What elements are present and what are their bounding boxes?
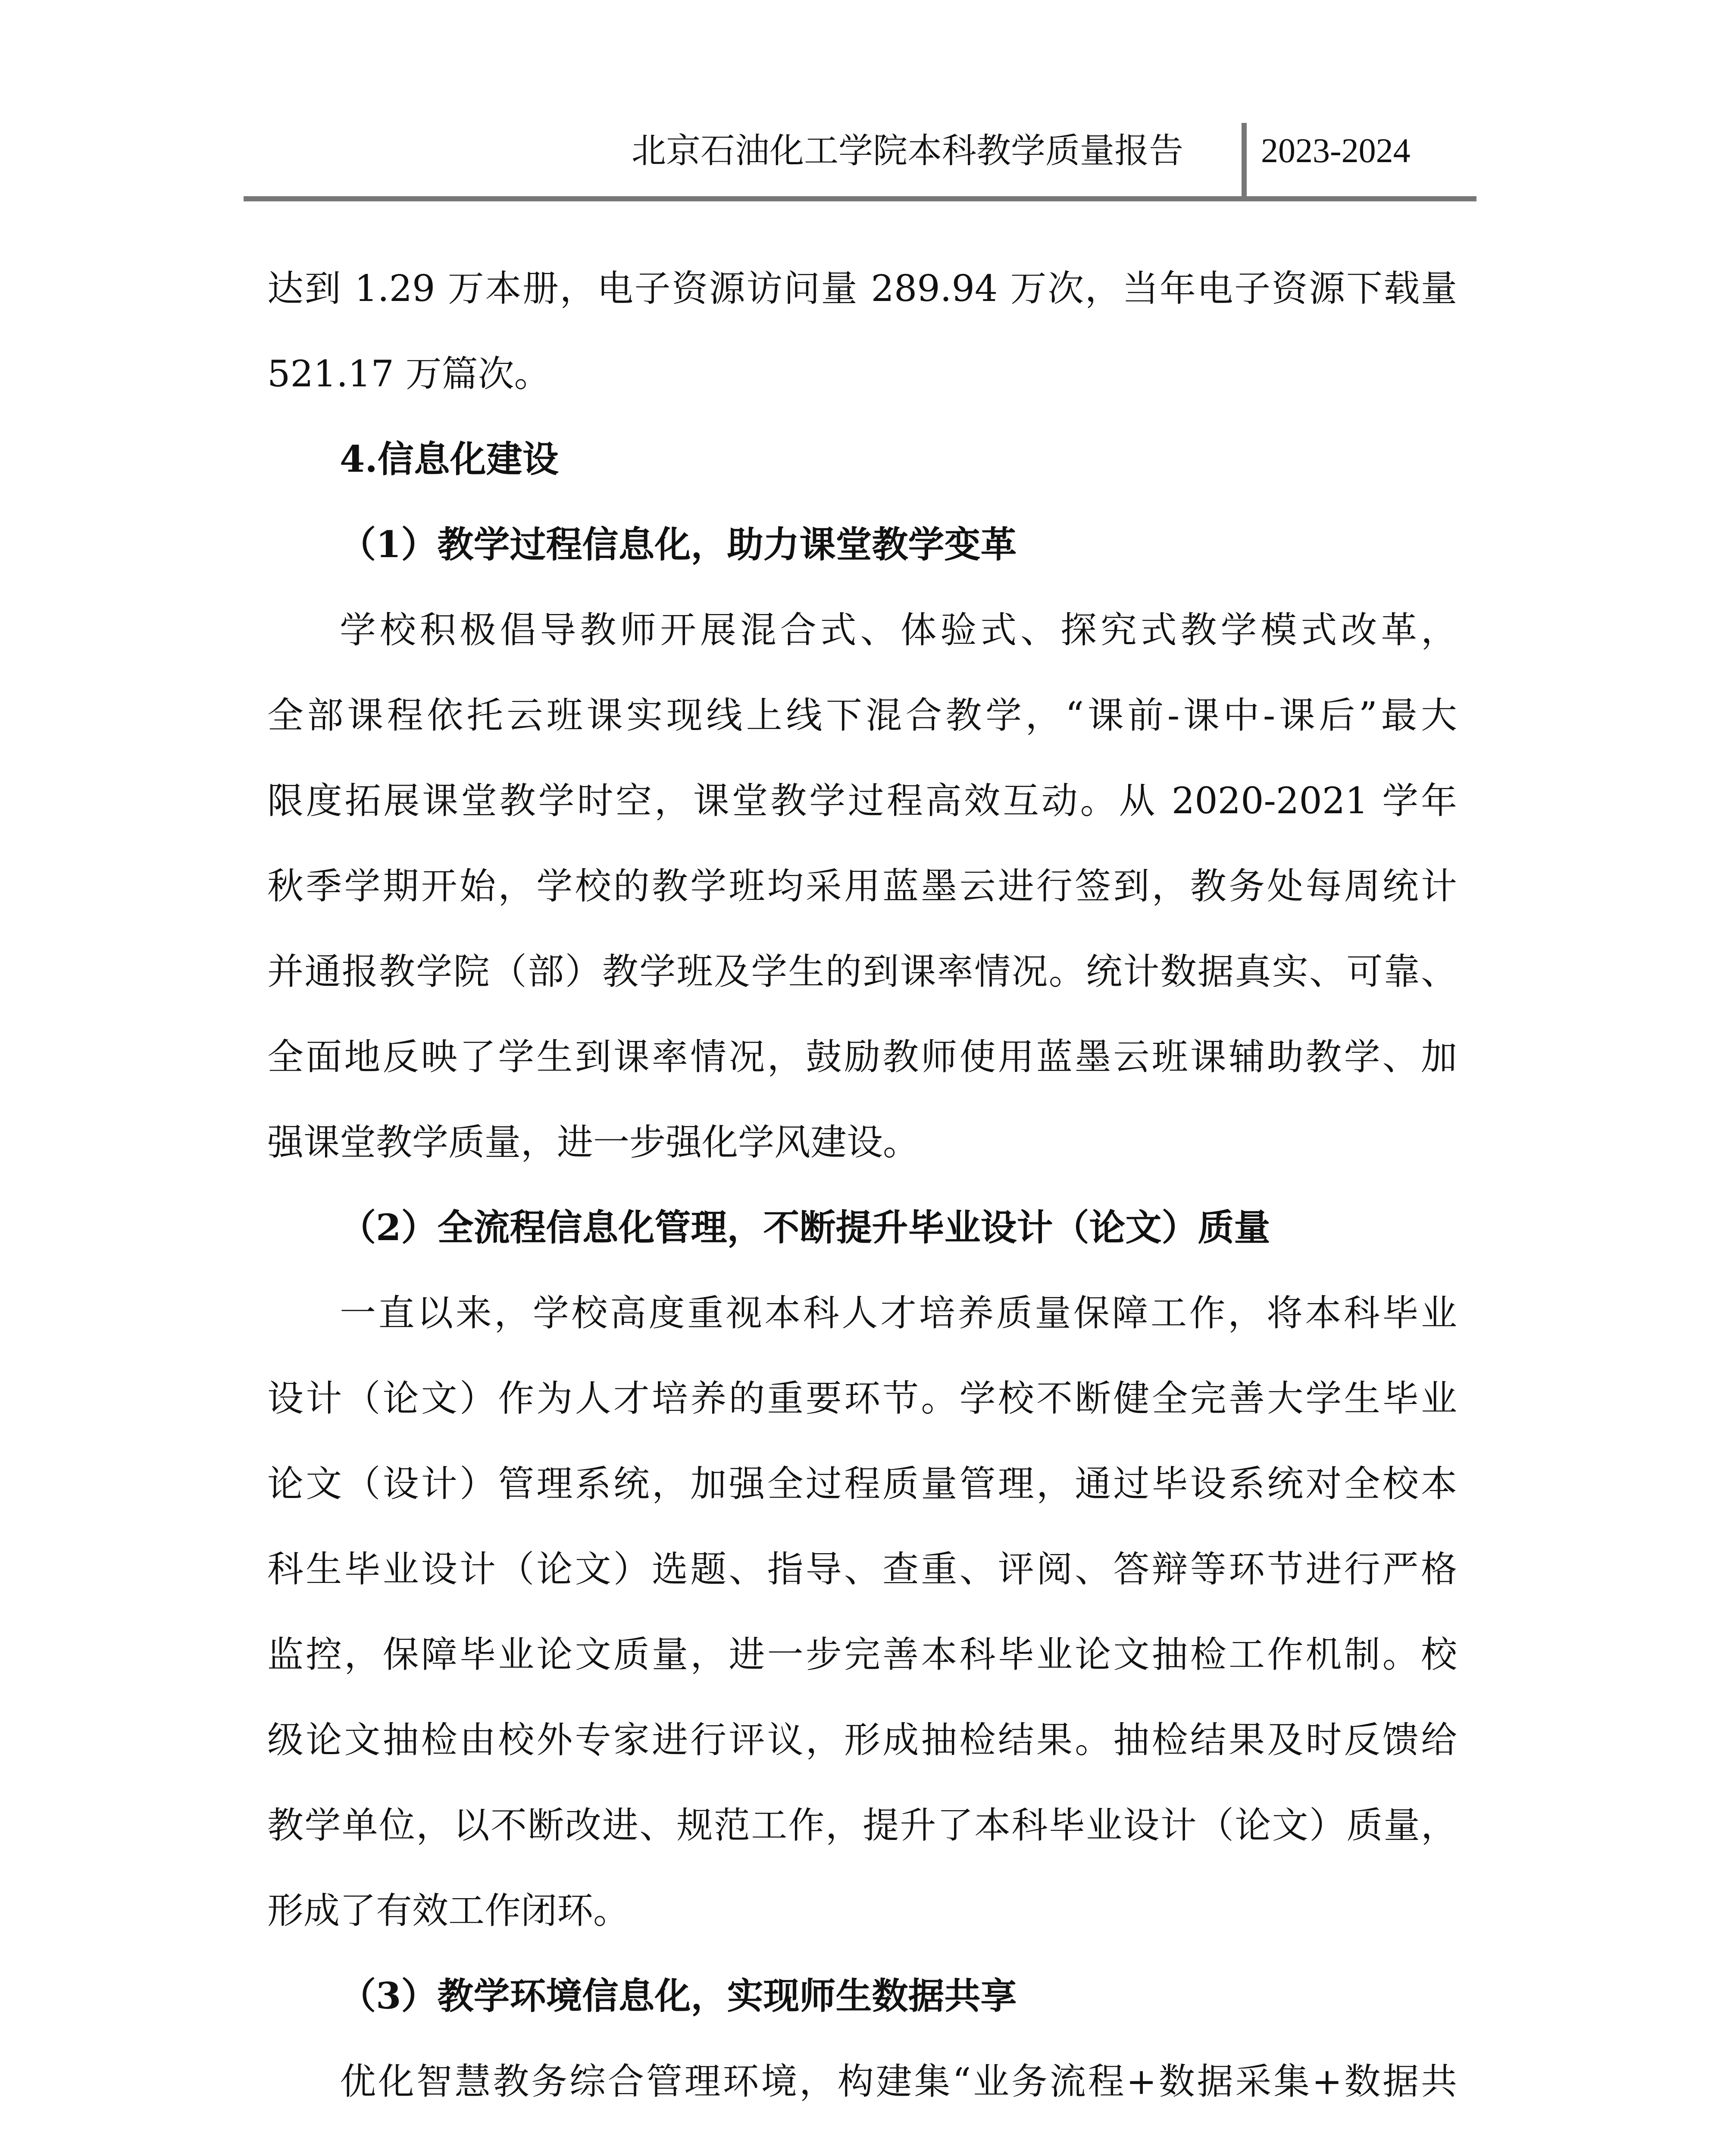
body-line: 学校积极倡导教师开展混合式、体验式、探究式教学模式改革， (340, 609, 1457, 651)
body-line: 限度拓展课堂教学时空，课堂教学过程高效互动。从 2020-2021 学年 (267, 780, 1457, 822)
section-heading: 4.信息化建设 (340, 438, 559, 480)
subsection-heading: （1）教学过程信息化，助力课堂教学变革 (340, 523, 1017, 566)
page-body (267, 246, 1457, 2124)
header-separator (1242, 123, 1247, 198)
body-line: 521.17 万篇次。 (267, 353, 551, 395)
body-line: 秋季学期开始，学校的教学班均采用蓝墨云进行签到，教务处每周统计 (267, 865, 1457, 907)
header-rule (244, 196, 1476, 201)
subsection-heading: （2）全流程信息化管理，不断提升毕业设计（论文）质量 (340, 1206, 1270, 1249)
body-line: 全部课程依托云班课实现线上线下混合教学，“课前-课中-课后”最大 (267, 694, 1457, 736)
body-line: 形成了有效工作闭环。 (267, 1890, 630, 1932)
body-line: 优化智慧教务综合管理环境，构建集“业务流程+数据采集+数据共 (340, 2060, 1457, 2103)
body-line: 科生毕业设计（论文）选题、指导、查重、评阅、答辩等环节进行严格 (267, 1548, 1457, 1590)
report-year: 2023-2024 (1261, 132, 1411, 170)
body-line: 一直以来，学校高度重视本科人才培养质量保障工作，将本科毕业 (340, 1292, 1457, 1334)
body-line: 级论文抽检由校外专家进行评议，形成抽检结果。抽检结果及时反馈给 (267, 1719, 1457, 1761)
report-title: 北京石油化工学院本科教学质量报告 (632, 131, 1183, 171)
body-line: 并通报教学院（部）教学班及学生的到课率情况。统计数据真实、可靠、 (267, 950, 1457, 993)
page-header (244, 0, 1476, 203)
body-line: 全面地反映了学生到课率情况，鼓励教师使用蓝墨云班课辅助教学、加 (267, 1036, 1457, 1078)
body-line: 论文（设计）管理系统，加强全过程质量管理，通过毕设系统对全校本 (267, 1463, 1457, 1505)
body-line: 监控，保障毕业论文质量，进一步完善本科毕业论文抽检工作机制。校 (267, 1633, 1457, 1676)
subsection-heading: （3）教学环境信息化，实现师生数据共享 (340, 1974, 1017, 2017)
body-line: 达到 1.29 万本册，电子资源访问量 289.94 万次，当年电子资源下载量 (267, 267, 1457, 310)
body-line: 设计（论文）作为人才培养的重要环节。学校不断健全完善大学生毕业 (267, 1377, 1457, 1420)
body-line: 教学单位，以不断改进、规范工作，提升了本科毕业设计（论文）质量， (267, 1804, 1457, 1846)
body-line: 强课堂教学质量，进一步强化学风建设。 (267, 1121, 920, 1163)
